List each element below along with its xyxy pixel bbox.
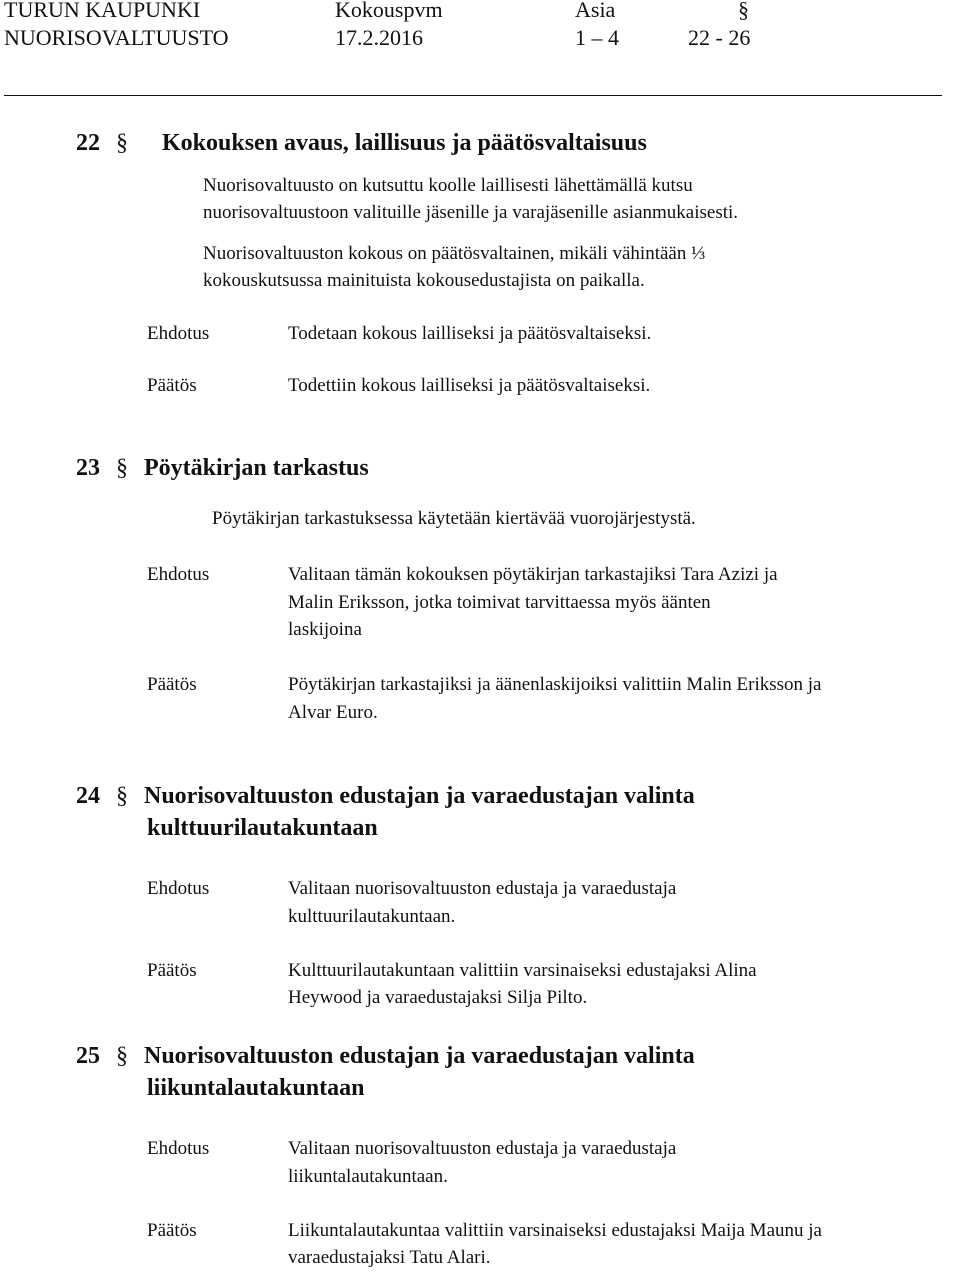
intro-line: Nuorisovaltuusto on kutsuttu koolle laillisesti lähettämällä kutsu [203,175,693,196]
intro-line: kokouskutsussa mainituista kokousedustajista on paikalla. [203,270,645,291]
decision-line: Pöytäkirjan tarkastajiksi ja äänenlaskijoiksi valittiin Malin Eriksson ja [288,674,822,695]
meeting-date-value: 17.2.2016 [335,25,423,50]
section-heading [76,127,647,159]
intro-line: Nuorisovaltuuston kokous on päätösvaltainen, mikäli vähintään ⅓ [203,243,706,264]
proposal-label: Ehdotus [147,1138,210,1159]
proposal-label: Ehdotus [147,323,210,344]
proposal-line: kulttuurilautakuntaan. [288,906,456,927]
decision-line: Alvar Euro. [288,702,378,723]
decision-line: Liikuntalautakuntaa valittiin varsinaiseksi edustajaksi Maija Maunu ja [288,1220,822,1241]
decision-label: Päätös [147,960,197,981]
section-title: Kokouksen avaus, laillisuus ja päätösvaltaisuus [162,130,647,156]
section-sign-label: § [738,0,749,22]
decision-line: Kulttuurilautakuntaan valittiin varsinaiseksi edustajaksi Alina [288,960,757,981]
proposal-line: Valitaan tämän kokouksen pöytäkirjan tarkastajiksi Tara Azizi ja [288,564,778,585]
section-heading [76,1040,695,1072]
section-sign: § [116,783,128,809]
proposal-line: Valitaan nuorisovaltuuston edustaja ja varaedustaja [288,1138,677,1159]
agenda-label: Asia [575,0,616,22]
section-heading [76,780,695,812]
committee-name: NUORISOVALTUUSTO [4,25,229,50]
section-title-line: Nuorisovaltuuston edustajan ja varaedustajan valinta [144,1043,695,1069]
section-sign: § [116,1043,128,1069]
meeting-date-label: Kokouspvm [335,0,443,22]
section-heading [76,452,369,484]
decision-label: Päätös [147,1220,197,1241]
proposal-line: Malin Eriksson, jotka toimivat tarvittaessa myös äänten [288,592,711,613]
section-title-line: liikuntalautakuntaan [147,1075,365,1101]
proposal-text: Todetaan kokous lailliseksi ja päätösvaltaiseksi. [288,323,652,344]
header-divider [4,95,942,96]
proposal-line: liikuntalautakuntaan. [288,1166,448,1187]
section-title-line: kulttuurilautakuntaan [147,815,378,841]
decision-line: Heywood ja varaedustajaksi Silja Pilto. [288,987,588,1008]
decision-line: varaedustajaksi Tatu Alari. [288,1247,491,1268]
section-number: 24 [76,783,100,809]
section-title-line: Nuorisovaltuuston edustajan ja varaedustajan valinta [144,783,695,809]
section-sign: § [116,455,128,481]
section-number: 22 [76,130,100,156]
section-title: Pöytäkirjan tarkastus [144,455,369,481]
proposal-line: laskijoina [288,619,362,640]
organization-name: TURUN KAUPUNKI [4,0,201,22]
intro-line: nuorisovaltuustoon valituille jäsenille ja varajäsenille asianmukaisesti. [203,202,739,223]
proposal-label: Ehdotus [147,878,210,899]
section-sign: § [116,130,128,156]
section-number: 25 [76,1043,100,1069]
proposal-line: Valitaan nuorisovaltuuston edustaja ja varaedustaja [288,878,677,899]
decision-text: Todettiin kokous lailliseksi ja päätösvaltaiseksi. [288,375,651,396]
proposal-label: Ehdotus [147,564,210,585]
section-number: 23 [76,455,100,481]
decision-label: Päätös [147,375,197,396]
section-range: 22 - 26 [688,25,751,50]
decision-label: Päätös [147,674,197,695]
intro-line: Pöytäkirjan tarkastuksessa käytetään kiertävää vuorojärjestystä. [212,508,696,529]
agenda-range: 1 – 4 [575,25,619,50]
